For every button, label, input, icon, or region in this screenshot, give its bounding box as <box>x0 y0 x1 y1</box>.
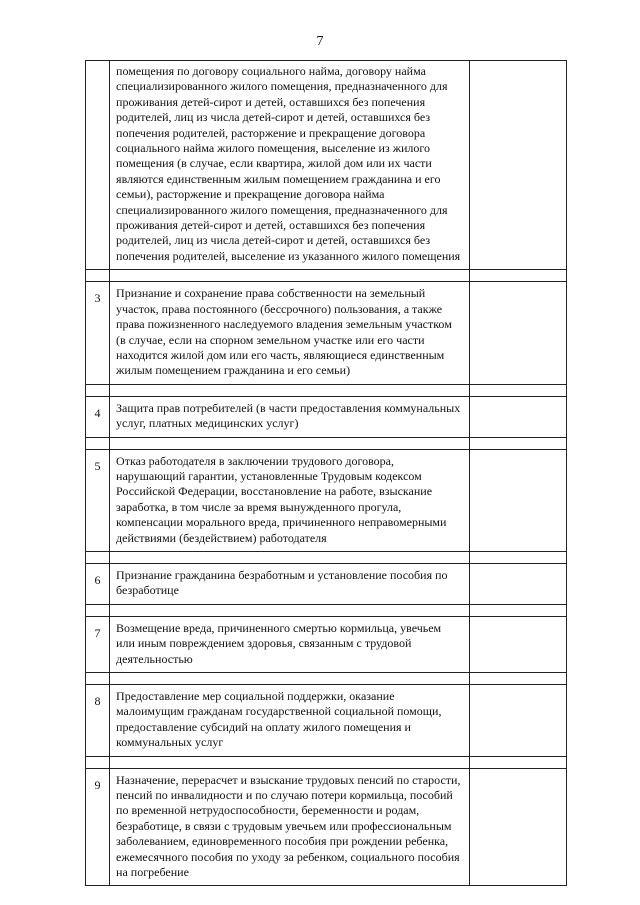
empty-cell <box>469 396 566 437</box>
row-number-cell: 4 <box>86 396 110 437</box>
empty-cell <box>469 563 566 604</box>
row-text-cell: Предоставление мер социальной поддержки, оказание малоимущим гражданам государственной социальной помощи, предоставление субсидий на оплату жилого помещения и коммунальных услуг <box>110 685 470 757</box>
page-number: 7 <box>316 34 324 49</box>
row-number-cell: 5 <box>86 449 110 551</box>
spacer-row <box>86 384 567 396</box>
table-row <box>86 616 567 672</box>
row-number-cell: 9 <box>86 768 110 886</box>
spacer-row <box>86 673 567 685</box>
table-row <box>86 449 567 551</box>
spacer-row <box>86 437 567 449</box>
table-row <box>86 563 567 604</box>
row-text-cell: Признание и сохранение права собственности на земельный участок, права постоянного (бессрочного) пользования, а также права пожизненного наследуемого владения земельным участком (в случае, если на спорном земельном участке или его части находится жилой дом или его часть, являющиеся единственным жилым помещением гражданина и его семьи) <box>110 282 470 384</box>
spacer-row <box>86 756 567 768</box>
table-row <box>86 396 567 437</box>
empty-cell <box>469 61 566 270</box>
row-text-cell: Отказ работодателя в заключении трудового договора, нарушающий гарантии, установленные Трудовым кодексом Российской Федерации, восстановление на работе, взыскание заработка, в том числе за время вынужденного прогула, компенсации морального вреда, причиненного неправомерными действиями (бездействием) работодателя <box>110 449 470 551</box>
spacer-row <box>86 270 567 282</box>
row-text-cell: помещения по договору социального найма, договору найма специализированного жилого помещения, предназначенного для проживания детей-сирот и детей, оставшихся без попечения родителей, лиц из числа детей-сирот и детей, оставшихся без попечения родителей, расторжение и прекращение договора социального найма жилого помещения, выселение из жилого помещения (в случае, если квартира, жилой дом или их части являются единственным жилым помещением гражданина и его семьи), расторжение и прекращение договора найма специализированного жилого помещения, предназначенного для проживания детей-сирот и детей, оставшихся без попечения родителей, лиц из числа детей-сирот и детей, оставшихся без попечения родителей, выселение из указанного жилого помещения <box>110 61 470 270</box>
empty-cell <box>469 616 566 672</box>
row-number-cell: 6 <box>86 563 110 604</box>
table-row <box>86 768 567 886</box>
document-table <box>85 60 567 886</box>
table-row <box>86 685 567 757</box>
table-row <box>86 282 567 384</box>
row-text-cell: Защита прав потребителей (в части предоставления коммунальных услуг, платных медицинских услуг) <box>110 396 470 437</box>
row-text-cell: Назначение, перерасчет и взыскание трудовых пенсий по старости, пенсий по инвалидности и по случаю потери кормильца, пособий по временной нетрудоспособности, беременности и родам, безработице, в связи с трудовым увечьем или профессиональным заболеванием, единовременного пособия при рождении ребенка, ежемесячного пособия по уходу за ребенком, социального пособия на погребение <box>110 768 470 886</box>
row-number-cell <box>86 61 110 270</box>
row-number-cell: 7 <box>86 616 110 672</box>
empty-cell <box>469 768 566 886</box>
row-number-cell: 8 <box>86 685 110 757</box>
spacer-row <box>86 604 567 616</box>
spacer-row <box>86 551 567 563</box>
row-number-cell: 3 <box>86 282 110 384</box>
table-row <box>86 61 567 270</box>
empty-cell <box>469 282 566 384</box>
row-text-cell: Возмещение вреда, причиненного смертью кормильца, увечьем или иным повреждением здоровья, связанным с трудовой деятельностью <box>110 616 470 672</box>
empty-cell <box>469 685 566 757</box>
row-text-cell: Признание гражданина безработным и установление пособия по безработице <box>110 563 470 604</box>
empty-cell <box>469 449 566 551</box>
